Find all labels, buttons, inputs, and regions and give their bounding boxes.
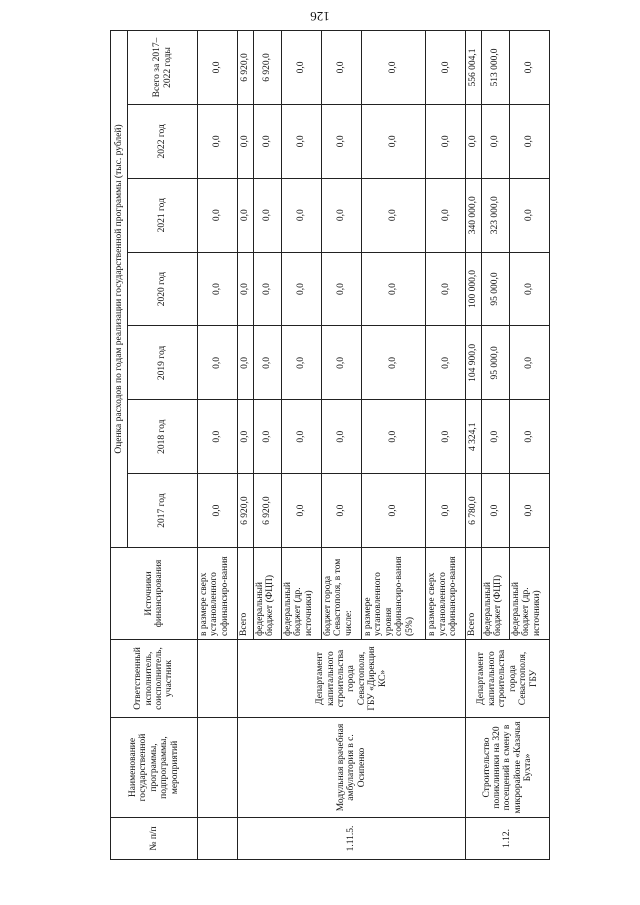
cell-value: 0,0 [198,326,238,400]
cell-value: 0,0 [253,178,281,252]
cell-value: 0,0 [481,104,509,178]
cell-value: 0,0 [238,252,254,326]
cell-no: 1.11.5. [238,818,466,860]
cell-value: 0,0 [321,400,361,474]
cell-value: 0,0 [198,178,238,252]
header-year-2021: 2021 год [128,178,198,252]
cell-value: 0,0 [426,252,466,326]
rotated-table-inner [110,30,550,860]
header-total: Всего за 2017–2022 годы [128,31,198,105]
cell-value: 0,0 [321,252,361,326]
cell-value: 0,0 [253,400,281,474]
cell-value: 323 000,0 [481,178,509,252]
cell-value: 6 780,0 [466,474,482,548]
cell-value: 0,0 [238,326,254,400]
cell-value: 0,0 [238,178,254,252]
cell-value: 0,0 [281,178,321,252]
cell-value: 0,0 [198,474,238,548]
cell-value: 0,0 [481,474,509,548]
cell-value: 0,0 [253,252,281,326]
cell-source: в размере установленного уровня софинансиро-вания (5%) [361,548,425,640]
header-year-2018: 2018 год [128,400,198,474]
cell-value: 513 000,0 [481,31,509,105]
header-source: Источники финансирования [111,548,198,640]
cell-value: 0,0 [238,400,254,474]
cell-source: бюджет города Севастополя, в том числе: [321,548,361,640]
cell-value: 0,0 [198,252,238,326]
cell-value: 0,0 [198,400,238,474]
cell-value: 0,0 [321,178,361,252]
cell-responsible: Департамент капитального строительства города Севастополя, ГБУ [466,640,550,718]
cell-source: Всего [238,548,254,640]
cell-value: 0,0 [509,252,549,326]
cell-value: 0,0 [361,474,425,548]
cell-value: 0,0 [198,31,238,105]
cell-source: федеральный бюджет (др. источники) [509,548,549,640]
cell-value: 104 900,0 [466,326,482,400]
cell-source: в размере сверх установленного софинансиро-вания [426,548,466,640]
cell-responsible: Департамент капитального строительства города Севастополя, ГБУ «Дирекция КС» [238,640,466,718]
cell-name: Модульная врачебная амбулатория в с. Осипенко [238,718,466,818]
cell-value: 0,0 [281,326,321,400]
cell-value: 0,0 [321,474,361,548]
cell-value: 340 000,0 [466,178,482,252]
cell-value: 0,0 [509,104,549,178]
cell-name [198,718,238,818]
cell-value: 0,0 [281,252,321,326]
header-year-2022: 2022 год [128,104,198,178]
cell-no [198,818,238,860]
cell-value: 0,0 [281,474,321,548]
cell-source: Всего [466,548,482,640]
table-row [466,31,482,860]
cell-value: 556 004,1 [466,31,482,105]
cell-value: 6 920,0 [253,474,281,548]
cell-source: федеральный бюджет (ФЦП) [481,548,509,640]
cell-value: 0,0 [281,31,321,105]
cell-value: 4 324,1 [466,400,482,474]
cell-value: 0,0 [321,104,361,178]
table-row [198,31,238,860]
cell-no: 1.12. [466,818,550,860]
cell-value: 100 000,0 [466,252,482,326]
cell-value: 0,0 [361,178,425,252]
table-row [238,31,254,860]
cell-value: 0,0 [466,104,482,178]
cell-value: 0,0 [321,31,361,105]
cell-value: 95 000,0 [481,252,509,326]
cell-value: 0,0 [509,326,549,400]
cell-value: 0,0 [426,400,466,474]
cell-value: 0,0 [361,252,425,326]
cell-value: 6 920,0 [238,31,254,105]
header-row-1 [111,31,128,860]
cell-value: 0,0 [426,326,466,400]
cell-value: 0,0 [253,326,281,400]
cell-value: 0,0 [509,400,549,474]
cell-value: 6 920,0 [238,474,254,548]
header-responsible: Ответственный исполнитель, соисполнитель, участник [111,640,198,718]
cell-source: в размере сверх установленного софинансиро-вания [198,548,238,640]
cell-responsible [198,640,238,718]
header-year-2019: 2019 год [128,326,198,400]
cell-value: 0,0 [509,474,549,548]
header-year-2020: 2020 год [128,252,198,326]
header-name: Наименование государственной программы, подпрограммы, мероприятий [111,718,198,818]
cell-value: 0,0 [509,178,549,252]
cell-value: 0,0 [426,474,466,548]
cell-value: 0,0 [509,31,549,105]
cell-value: 95 000,0 [481,326,509,400]
cell-value: 0,0 [361,104,425,178]
header-year-2017: 2017 год [128,474,198,548]
cell-value: 0,0 [426,31,466,105]
cell-value: 0,0 [426,178,466,252]
cell-source: федеральный бюджет (др. источники) [281,548,321,640]
cell-source: федеральный бюджет (ФЦП) [253,548,281,640]
page-number: 126 [310,9,330,24]
cell-value: 0,0 [281,400,321,474]
cell-value: 0,0 [238,104,254,178]
header-estimate-group: Оценка расходов по годам реализации государственной программы (тыс. рублей) [111,31,128,548]
header-no: № п/п [111,818,198,860]
cell-value: 0,0 [361,326,425,400]
rotated-table-wrapper [110,30,550,860]
cell-value: 0,0 [281,104,321,178]
cell-value: 6 920,0 [253,31,281,105]
cell-name: Строительство поликлиники на 320 посещений в смену в микрорайоне «Казачья Бухта» [466,718,550,818]
cell-value: 0,0 [321,326,361,400]
financing-table [110,30,550,860]
cell-value: 0,0 [481,400,509,474]
cell-value: 0,0 [253,104,281,178]
cell-value: 0,0 [361,400,425,474]
cell-value: 0,0 [426,104,466,178]
cell-value: 0,0 [198,104,238,178]
cell-value: 0,0 [361,31,425,105]
table-body [198,31,550,860]
